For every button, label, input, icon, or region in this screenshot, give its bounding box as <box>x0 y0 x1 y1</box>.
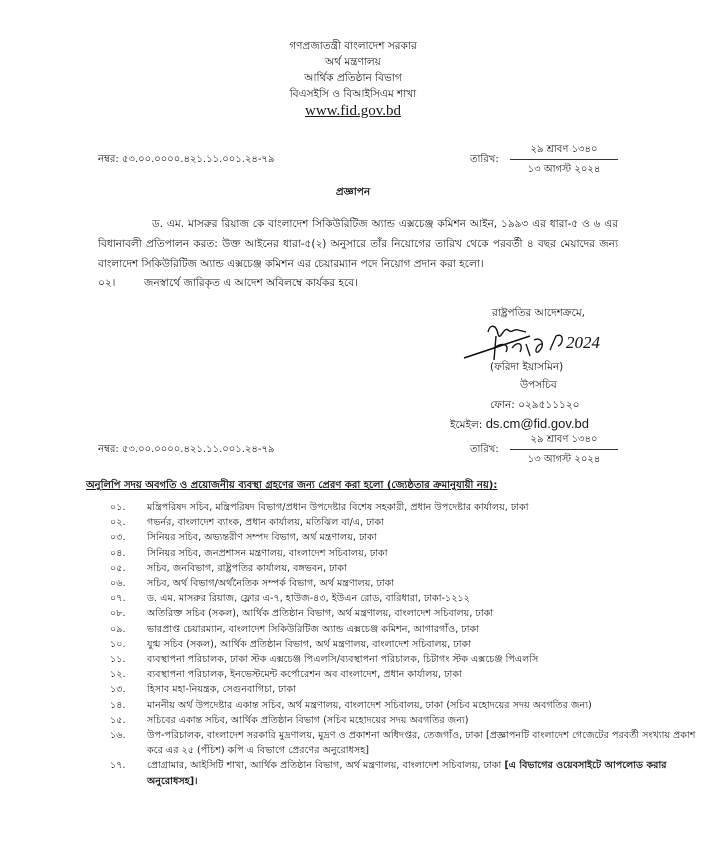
email-link[interactable]: ds.cm@fid.gov.bd <box>485 416 589 431</box>
item-text <box>147 728 696 758</box>
branch-name: বিএসইসি ও বিআইসিএম শাখা <box>289 88 417 100</box>
body-paragraph-1: ড. এম. মাসরুর রিয়াজ কে বাংলাদেশ সিকিউরিটিজ অ্যান্ড এক্সচেঞ্জ কমিশন আইন, ১৯৯৩ এর ধারা-৫ ও ৬ এর বিধানাবলী প্রতিপালন করত: উক্ত আইনের ধারা-৫(২) অনুসারে তাঁর নিয়োগের তারিখ থেকে পরবর্তী ৪ বছর মেয়াদের জন্য বাংলাদেশ সিকিউরিটিজ অ্যান্ড এক্সচেঞ্জ কমিশন এর চেয়ারম্যান পদে নিয়োগ প্রদান করা হলো। <box>98 218 618 270</box>
paragraph-number: ০২। <box>98 277 116 289</box>
copy-to-item <box>110 728 696 758</box>
copy-to-item <box>110 546 696 561</box>
item-number: ০৫. <box>110 562 126 574</box>
item-recipient: সচিবের একান্ত সচিব, আর্থিক প্রতিষ্ঠান বিভাগ (সচিব মহোদয়ের সদয় অবগতির জন্য) <box>147 714 469 726</box>
copy-to-item <box>110 561 696 576</box>
item-text <box>147 637 696 652</box>
document-title: প্রজ্ঞাপন <box>335 186 371 198</box>
date-bangla: ২৯ শ্রাবণ ১৩৪০ <box>530 144 598 155</box>
item-recipient: ড. এম. মাসরুর রিয়াজ, ফ্লোর এ-৭, হাউজ-৪৩, ইউএন রোড, বারিধারা, ঢাকা-১২১২ <box>147 593 470 605</box>
item-number: ০৭. <box>110 593 126 605</box>
email-label: ইমেইল: <box>450 419 483 431</box>
item-recipient: ভারপ্রাপ্ত চেয়ারম্যান, বাংলাদেশ সিকিউরিটিজ অ্যান্ড এক্সচেঞ্জ কমিশন, আগারগাঁও, ঢাকা <box>147 623 479 635</box>
item-text <box>147 546 696 561</box>
date-bangla-2: ২৯ শ্রাবণ ১৩৪০ <box>530 434 598 445</box>
copy-to-item <box>110 698 696 713</box>
item-recipient: প্রোগ্রামার, আইসিটি শাখা, আর্থিক প্রতিষ্ঠান বিভাগ, অর্থ মন্ত্রণালয়, বাংলাদেশ সচিবালয়, ঢাকা <box>147 760 505 772</box>
item-recipient: অতিরিক্ত সচিব (সকল), আর্থিক প্রতিষ্ঠান বিভাগ, অর্থ মন্ত্রণালয়, বাংলাদেশ সচিবালয়, ঢাকা <box>147 608 494 620</box>
letterhead <box>0 38 706 120</box>
memo-number-2: নম্বর: ৫৩.০০.০০০০.৪২১.১১.০০১.২৪-৭৯ <box>98 444 275 455</box>
division-name: আর্থিক প্রতিষ্ঠান বিভাগ <box>304 72 402 84</box>
copy-to-item <box>110 682 696 697</box>
item-text <box>147 561 696 576</box>
item-number: ০৯. <box>110 623 126 635</box>
body-paragraph-2 <box>98 276 358 293</box>
item-recipient: সিনিয়র সচিব, জনপ্রশাসন মন্ত্রণালয়, বাংলাদেশ সচিবালয়, ঢাকা <box>147 547 388 559</box>
item-number: ০২. <box>110 517 126 529</box>
item-number: ০৮. <box>110 608 126 620</box>
item-recipient: মন্ত্রিপরিষদ সচিব, মন্ত্রিপরিষদ বিভাগ/প্রধান উপদেষ্টার বিশেষ সহকারী, প্রধান উপদেষ্টার কার্যালয়, ঢাকা <box>147 502 529 513</box>
item-recipient: মাননীয় অর্থ উপদেষ্টার একান্ত সচিব, অর্থ মন্ত্রণালয়, বাংলাদেশ সচিবালয়, ঢাকা (সচিব মহোদয়ের সদয় অবগতির জন্য) <box>147 699 592 711</box>
copy-to-item <box>110 606 696 621</box>
paragraph-text: জনস্বার্থে জারিকৃত এ আদেশ অবিলম্বে কার্যকর হবে। <box>144 277 358 289</box>
signatory-phone: ফোন: ০২৯৫১১১২০ <box>490 399 580 411</box>
copy-to-item <box>110 652 696 667</box>
item-number: ১১. <box>110 654 126 666</box>
copy-to-item <box>110 637 696 652</box>
item-text <box>147 530 696 545</box>
date-gregorian-2: ১৩ আগস্ট ২০২৪ <box>527 454 601 465</box>
item-recipient: উপ-পরিচালক, বাংলাদেশ সরকারি মুদ্রণালয়, মুদ্রণ ও প্রকাশনা অধিদপ্তর, তেজগাঁও, ঢাকা [প্রজ্ঞাপনটি বাংলাদেশ গেজেটের পরবর্তী সংখ্যায় প্রকাশ করে এর ২৫ (পঁচিশ) কপি এ বিভাগে প্রেরণের অনুরোধসহ] <box>147 730 696 757</box>
copy-to-item <box>110 758 696 788</box>
item-number: ১৬. <box>110 730 126 742</box>
item-text <box>147 758 696 788</box>
website-link[interactable]: www.fid.gov.bd <box>305 103 401 119</box>
copy-to-item <box>110 591 696 606</box>
item-number: ১৪. <box>110 699 126 711</box>
item-text <box>147 622 696 637</box>
date-label: তারিখ: <box>470 154 499 165</box>
date-divider <box>510 159 618 160</box>
item-text <box>147 652 696 667</box>
copy-to-item <box>110 500 696 515</box>
date-box <box>510 142 618 177</box>
signature-date: 2024 <box>566 333 600 352</box>
item-text <box>147 591 696 606</box>
item-number: ০৬. <box>110 578 126 590</box>
item-request-note: [এ বিভাগের ওয়েবসাইটে আপলোড করার অনুরোধসহ]। <box>147 760 667 787</box>
copy-to-item <box>110 713 696 728</box>
reference-row-2 <box>98 432 618 468</box>
signatory-name: (ফরিদা ইয়াসমিন) <box>490 361 564 373</box>
copy-to-list <box>110 500 696 789</box>
signatory-designation: উপসচিব <box>520 379 557 391</box>
item-recipient: ব্যবস্থাপনা পরিচালক, ঢাকা স্টক এক্সচেঞ্জ পিএলসি/ব্যবস্থাপনা পরিচালক, চিটাগং স্টক এক্সচেঞ্জ পিএলসি <box>147 654 539 666</box>
item-recipient: সচিব, অর্থ বিভাগ/অর্থনৈতিক সম্পর্ক বিভাগ, অর্থ মন্ত্রণালয়, ঢাকা <box>147 578 395 590</box>
copy-to-item <box>110 515 696 530</box>
copy-to-item <box>110 667 696 682</box>
item-text <box>147 682 696 697</box>
item-number: ১৫. <box>110 714 126 726</box>
item-number: ১০. <box>110 638 126 650</box>
date-label-2: তারিখ: <box>470 444 499 455</box>
item-number: ১৩. <box>110 684 126 696</box>
reference-row <box>98 142 618 178</box>
item-recipient: গভর্নর, বাংলাদেশ ব্যাংক, প্রধান কার্যালয়, মতিঝিল বা/এ, ঢাকা <box>147 517 384 529</box>
item-text <box>147 515 696 530</box>
item-number: ০৩. <box>110 532 126 544</box>
copy-to-heading: অনুলিপি সদয় অবগতি ও প্রয়োজনীয় ব্যবস্থা গ্রহণের জন্য প্রেরণ করা হলো (জ্যেষ্ঠতার ক্রমানুযায়ী নয়): <box>86 480 498 491</box>
item-number: ০১. <box>110 502 126 513</box>
order-line: রাষ্ট্রপতির আদেশক্রমে, <box>492 307 585 319</box>
item-text <box>147 667 696 682</box>
date-divider-2 <box>510 449 618 450</box>
date-gregorian: ১৩ আগস্ট ২০২৪ <box>527 164 601 175</box>
copy-to-item <box>110 530 696 545</box>
item-text <box>147 576 696 591</box>
item-recipient: যুগ্ম সচিব (সকল), আর্থিক প্রতিষ্ঠান বিভাগ, অর্থ মন্ত্রণালয়, বাংলাদেশ সচিবালয়, ঢাকা <box>147 638 472 650</box>
memo-number: নম্বর: ৫৩.০০.০০০০.৪২১.১১.০০১.২৪-৭৯ <box>98 154 275 165</box>
item-text <box>147 698 696 713</box>
item-recipient: সচিব, জনবিভাগ, রাষ্ট্রপতির কার্যালয়, বঙ্গভবন, ঢাকা <box>147 562 347 574</box>
item-text <box>147 713 696 728</box>
date-box-2 <box>510 432 618 467</box>
copy-to-item <box>110 576 696 591</box>
item-number: ১২. <box>110 669 126 681</box>
item-recipient: ব্যবস্থাপনা পরিচালক, ইনভেস্টমেন্ট কর্পোরেশন অব বাংলাদেশ, প্রধান কার্যালয়, ঢাকা <box>147 669 462 681</box>
item-recipient: সিনিয়র সচিব, অভ্যন্তরীণ সম্পদ বিভাগ, অর্থ মন্ত্রণালয়, ঢাকা <box>147 532 377 544</box>
item-text <box>147 606 696 621</box>
copy-to-item <box>110 622 696 637</box>
government-name: গণপ্রজাতন্ত্রী বাংলাদেশ সরকার <box>289 40 417 52</box>
item-number: ১৭. <box>110 760 126 772</box>
item-text <box>147 500 696 515</box>
handwritten-signature <box>460 322 630 364</box>
item-recipient: হিসাব মহা-নিয়ন্ত্রক, সেগুনবাগিচা, ঢাকা <box>147 684 296 696</box>
item-number: ০৪. <box>110 547 126 559</box>
ministry-name: অর্থ মন্ত্রণালয় <box>325 56 381 68</box>
